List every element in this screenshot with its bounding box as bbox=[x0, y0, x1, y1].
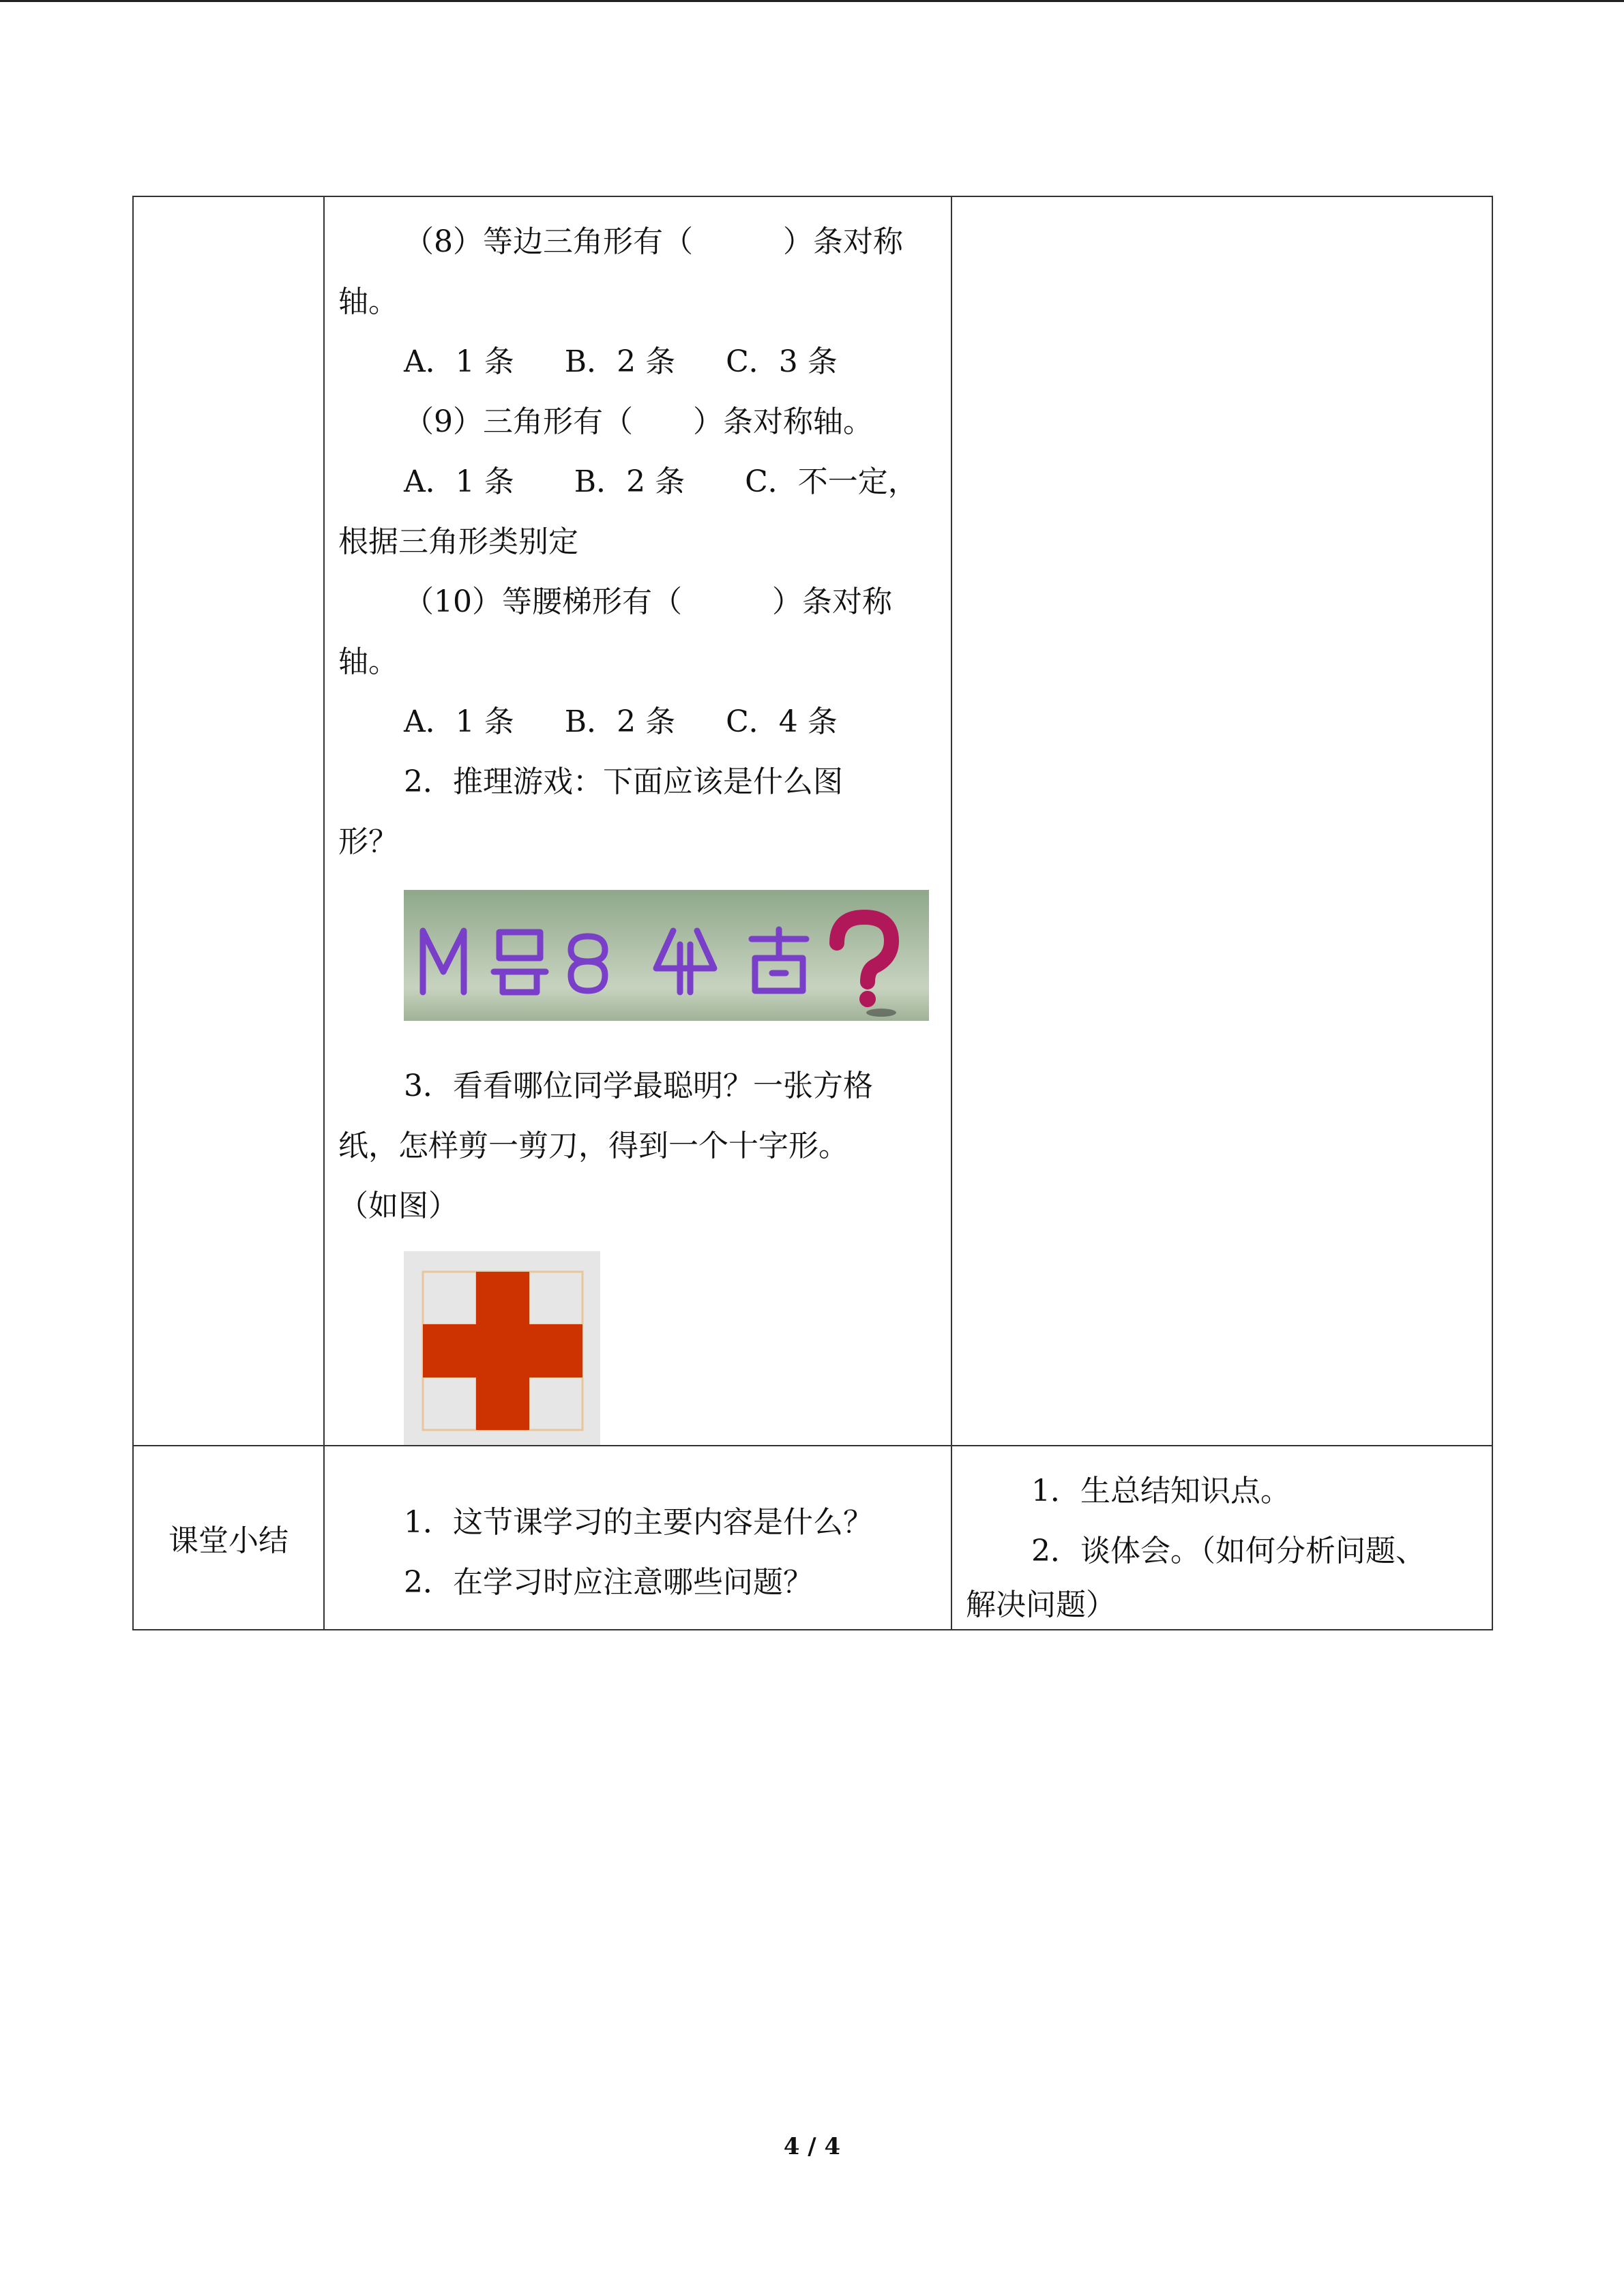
summary-activity-1: 1．生总结知识点。 bbox=[1031, 1474, 1290, 1508]
summary-activity-3: 解决问题） bbox=[966, 1587, 1116, 1622]
summary-activity-2: 2．谈体会。（如何分析问题、 bbox=[1031, 1534, 1426, 1568]
summary-label: 课堂小结 bbox=[133, 1446, 324, 1630]
q10-option-c: C．4 条 bbox=[726, 704, 838, 739]
q8-text-cont: 轴。 bbox=[338, 284, 398, 319]
page-number: 4 / 4 bbox=[783, 2133, 841, 2160]
summary-question-2: 2．在学习时应注意哪些问题？ bbox=[404, 1565, 813, 1600]
puzzle-symbols-figure bbox=[404, 890, 929, 1021]
q9-text: （9）三角形有（ ）条对称轴。 bbox=[404, 404, 873, 439]
summary-row bbox=[133, 1446, 1492, 1630]
task2-text-cont: 形？ bbox=[338, 824, 398, 859]
task2-text: 2．推理游戏：下面应该是什么图 bbox=[404, 764, 843, 799]
summary-questions-cell bbox=[324, 1446, 951, 1630]
student-activity-cell bbox=[951, 196, 1492, 1446]
q8-text: （8）等边三角形有（ ）条对称 bbox=[404, 224, 903, 259]
red-cross-icon bbox=[404, 1251, 600, 1445]
q8-options bbox=[338, 332, 937, 392]
summary-question-1: 1．这节课学习的主要内容是什么？ bbox=[404, 1505, 873, 1540]
task3-text: 3．看看哪位同学最聪明？一张方格 bbox=[404, 1069, 873, 1103]
q8-option-b: B．2 条 bbox=[564, 344, 676, 379]
q10-text: （10）等腰梯形有（ ）条对称 bbox=[404, 584, 892, 619]
cross-figure bbox=[404, 1251, 600, 1445]
q9-options: A．1 条 B．2 条 C．不一定， bbox=[404, 464, 918, 499]
q8-option-c: C．3 条 bbox=[726, 344, 838, 379]
puzzle-symbols-icon bbox=[404, 890, 929, 1021]
exercise-content-cell bbox=[324, 196, 951, 1446]
summary-activity-cell bbox=[951, 1446, 1492, 1630]
exercise-row bbox=[133, 196, 1492, 1446]
top-border-rule bbox=[0, 0, 1624, 2]
task3-text-cont: 纸，怎样剪一剪刀，得到一个十字形。 bbox=[338, 1129, 848, 1163]
lesson-plan-table bbox=[132, 196, 1493, 1630]
q9-options-cont: 根据三角形类别定 bbox=[338, 524, 578, 559]
q10-option-b: B．2 条 bbox=[564, 704, 676, 739]
task3-figure-note: （如图） bbox=[338, 1189, 458, 1223]
q10-option-a: A．1 条 bbox=[404, 704, 514, 739]
q10-text-cont: 轴。 bbox=[338, 644, 398, 679]
q8-option-a: A．1 条 bbox=[404, 344, 514, 379]
stage-label-cell bbox=[133, 196, 324, 1446]
q10-options bbox=[338, 692, 937, 752]
